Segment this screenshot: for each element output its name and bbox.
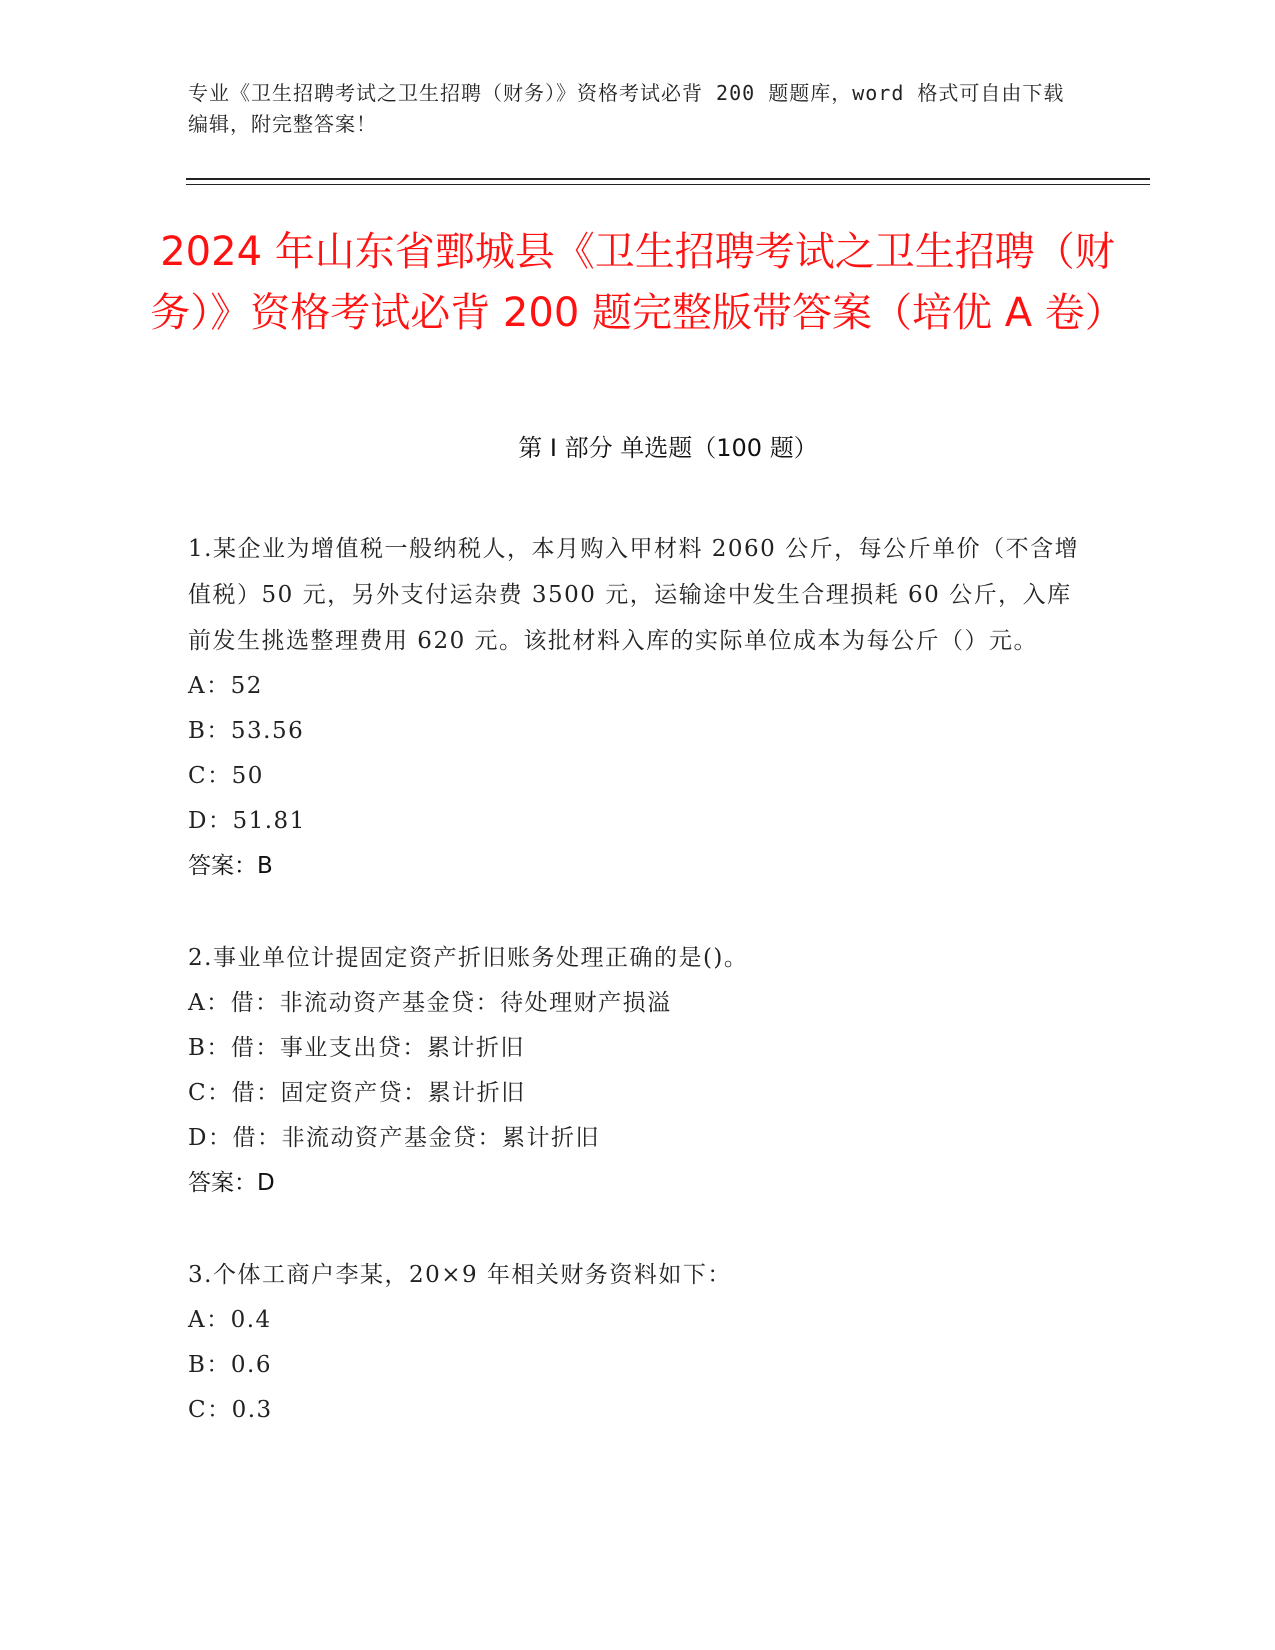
option-a: A：0.4 (188, 1307, 272, 1333)
question-stem: 1.某企业为增值税一般纳税人，本月购入甲材料 2060 公斤，每公斤单价（不含增值税）50 元，另外支付运杂费 3500 元，运输途中发生合理损耗 60 公斤，入库前发生挑选整理费用 620 元。该批材料入库的实际单位成本为每公斤（）元。 (188, 536, 1080, 654)
question-stem: 3.个体工商户李某，20×9 年相关财务资料如下： (188, 1262, 732, 1288)
option-b: B：0.6 (188, 1352, 272, 1378)
option-d: D：借：非流动资产基金贷：累计折旧 (188, 1125, 600, 1151)
header-rule-thin (186, 184, 1150, 185)
question-1 (188, 526, 1088, 889)
document-title: 2024 年山东省鄄城县《卫生招聘考试之卫生招聘（财务）》资格考试必背 200 题完整版带答案（培优 A 卷） (150, 229, 1125, 336)
answer-line: 答案：B (188, 853, 273, 879)
option-a: A：借：非流动资产基金贷：待处理财产损溢 (188, 990, 672, 1016)
question-stem: 2.事业单位计提固定资产折旧账务处理正确的是()。 (188, 945, 749, 971)
option-b: B：借：事业支出贷：累计折旧 (188, 1035, 525, 1061)
header-note: 专业《卫生招聘考试之卫生招聘（财务）》资格考试必背 200 题题库，word 格式可自由下载编辑，附完整答案！ (188, 81, 1065, 136)
option-a: A：52 (188, 673, 263, 699)
question-2 (188, 935, 1088, 1206)
option-c: C：0.3 (188, 1397, 273, 1423)
header-rule-thick (186, 178, 1150, 180)
answer-line: 答案：D (188, 1170, 275, 1196)
option-c: C：50 (188, 763, 264, 789)
option-b: B：53.56 (188, 718, 305, 744)
question-list (188, 526, 1088, 1479)
option-c: C：借：固定资产贷：累计折旧 (188, 1080, 526, 1106)
section-title: 第 I 部分 单选题（100 题） (518, 434, 818, 462)
question-3 (188, 1252, 1088, 1433)
option-d: D：51.81 (188, 808, 306, 834)
